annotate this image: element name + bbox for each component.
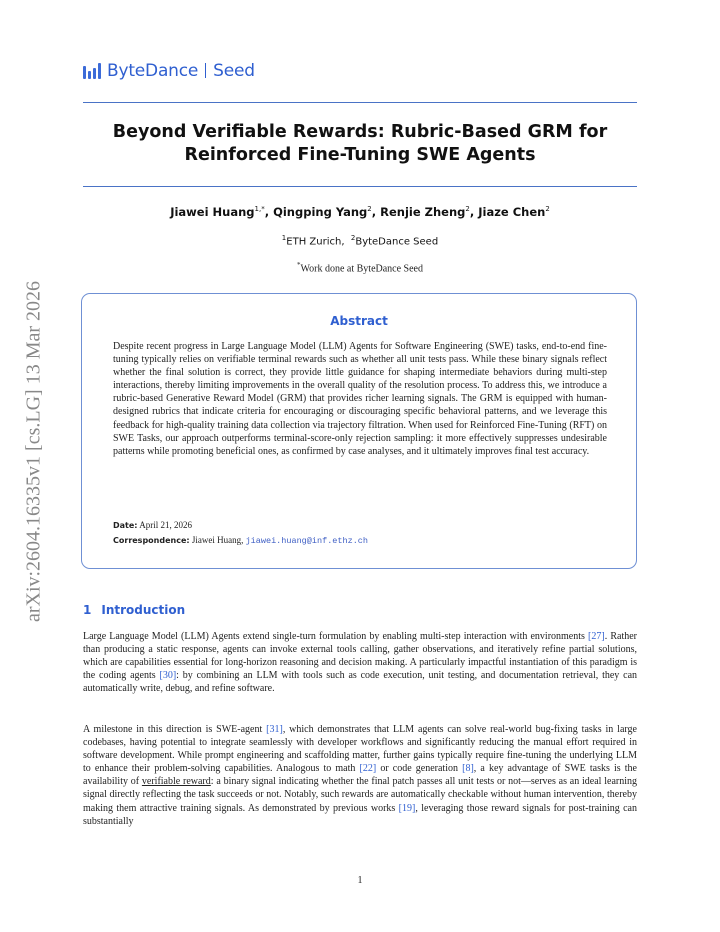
correspondence-label: Correspondence:: [113, 536, 190, 545]
author-name: Qingping Yang: [273, 205, 368, 219]
affiliations: $^1$ETH Zurich, $^2$ByteDance Seed: [281, 234, 439, 248]
abstract-text: Despite recent progress in Large Language Model (LLM) Agents for Software Engineering (SWE) tasks, end-to-end fine-tuning typically relies on verifiable terminal rewards such as whether all unit tests pass. While these binary signals reflect whether the final solution is correct, they provide little guidance for shaping intermediate behaviors during multi-step interactions, thereby limiting improvements in the overall quality of the resolution process. To address this, we introduce a rubric-based Generative Reward Model (GRM) that provides richer learning signals. The GRM is equipped with human-designed rubrics that indicate criteria for encouraging or discouraging specific behavioral patterns, and we leverage this feedback for high-quality training data collection via trajectory filtration. When used for Reinforced Fine-Tuning (RFT) on SWE Tasks, our approach outperforms terminal-score-only rejection sampling: it more effectively suppresses undesirable patterns while promoting beneficial ones, as confirmed by case analyses, and it ultimately improves final test accuracy.: [113, 341, 607, 457]
brand-separator: [205, 63, 206, 78]
text-run: or code generation: [376, 763, 463, 775]
citation-link[interactable]: [19]: [398, 802, 416, 814]
brand-wordmark: [107, 61, 255, 81]
affiliation: ByteDance Seed: [355, 236, 439, 248]
citation-link[interactable]: [27]: [588, 631, 605, 642]
citation-link[interactable]: [22]: [359, 763, 377, 775]
correspondence-email-link[interactable]: jiawei.huang@inf.ethz.ch: [245, 536, 368, 546]
arxiv-stamp-text: arXiv:2604.16335v1 [cs.LG] 13 Mar 2026: [22, 280, 45, 623]
author-name: Renjie Zheng: [380, 205, 466, 219]
brand-right: Seed: [213, 61, 255, 81]
paper-title: [83, 121, 637, 167]
section-title: Introduction: [101, 603, 186, 617]
title-line-1: Beyond Verifiable Rewards: Rubric-Based GRM for: [112, 122, 608, 142]
date-label: Date:: [113, 521, 138, 530]
section-number: 1: [83, 603, 92, 617]
footnote-mark: *: [297, 261, 301, 269]
author-name: Jiaze Chen: [478, 205, 546, 219]
date-value: April 21, 2026: [139, 520, 193, 530]
date-line: [113, 520, 607, 530]
citation-link[interactable]: [31]: [266, 724, 283, 735]
citation-link[interactable]: [8]: [462, 763, 474, 775]
text-run: : by combining an LLM with tools such as code execution, unit testing, and documentation retrieval, they can automatically write, debug, and refine software.: [83, 670, 638, 695]
text-run: , leveraging those reward signals for post-training can substantially: [83, 802, 637, 827]
text-run: Large Language Model (LLM) Agents extend single-turn formulation by enabling multi-step interaction with environments: [83, 631, 589, 642]
intro-paragraph-2: [83, 723, 637, 828]
correspondence-name: Jiawei Huang,: [191, 535, 244, 545]
bottom-rule: [83, 186, 637, 187]
bytedance-seed-logo: [83, 60, 255, 82]
author-footnote: [83, 261, 637, 274]
abstract-heading: Abstract: [330, 314, 388, 328]
text-run: , a key advantage of SWE tasks is the availability of: [83, 763, 637, 788]
author-affil-mark: 2: [545, 205, 550, 214]
top-rule: [83, 102, 637, 103]
author-affil-mark: 2: [367, 205, 372, 214]
author-affil-mark: 2: [465, 205, 470, 214]
title-line-2: Reinforced Fine-Tuning SWE Agents: [184, 145, 536, 165]
text-run: A milestone in this direction is SWE-agent: [83, 724, 267, 735]
section-heading: [83, 603, 185, 617]
correspondence-line: [113, 535, 607, 546]
affiliation: ETH Zurich: [286, 236, 342, 248]
affil-mark: 1: [281, 234, 287, 242]
underlined-term: verifiable reward: [141, 776, 211, 788]
footnote-text: Work done at ByteDance Seed: [300, 263, 423, 275]
text-run: , which demonstrates that LLM agents can solve real-world bug-fixing tasks in large codebases, having potential to integrate seamlessly with developer workflows and significantly reducing the manual effort required in software development. While prompt engineering and scaffolding matter, further gains typically require fine-tuning the underlying LLM to enhance their problem-solving capabilities. Analogous to math: [83, 724, 637, 775]
affil-mark: 2: [350, 234, 356, 242]
intro-paragraph-1: [83, 630, 637, 695]
text-run: : a binary signal indicating whether the final patch passes all unit tests or not—serves as an ideal learning signal directly reflecting the task succeeds or not. Notably, such rewards are automatically checkable without human intervention, thereby making them attractive training signals. As demonstrated by previous works: [83, 776, 637, 814]
brand-left: ByteDance: [107, 61, 199, 81]
author-name: Jiawei Huang: [170, 205, 255, 219]
author-affil-mark: 1,*: [254, 205, 265, 214]
text-run: . Rather than producing a static response, agents can invoke external tools calling, gather observations, and iteratively refine partial solutions, which are capabilities essential for long-horizon reasoning and decision making. A particularly impactful instantiation of this paradigm is the coding agents: [83, 631, 637, 682]
author-list: Jiawei Huang$^{1,*}$, Qingping Yang$^2$, Renjie Zheng$^2$, Jiaze Chen$^2$: [170, 205, 550, 219]
bytedance-logo-icon: [83, 63, 101, 79]
citation-link[interactable]: [30]: [159, 670, 177, 682]
page-number: 1: [357, 875, 363, 886]
